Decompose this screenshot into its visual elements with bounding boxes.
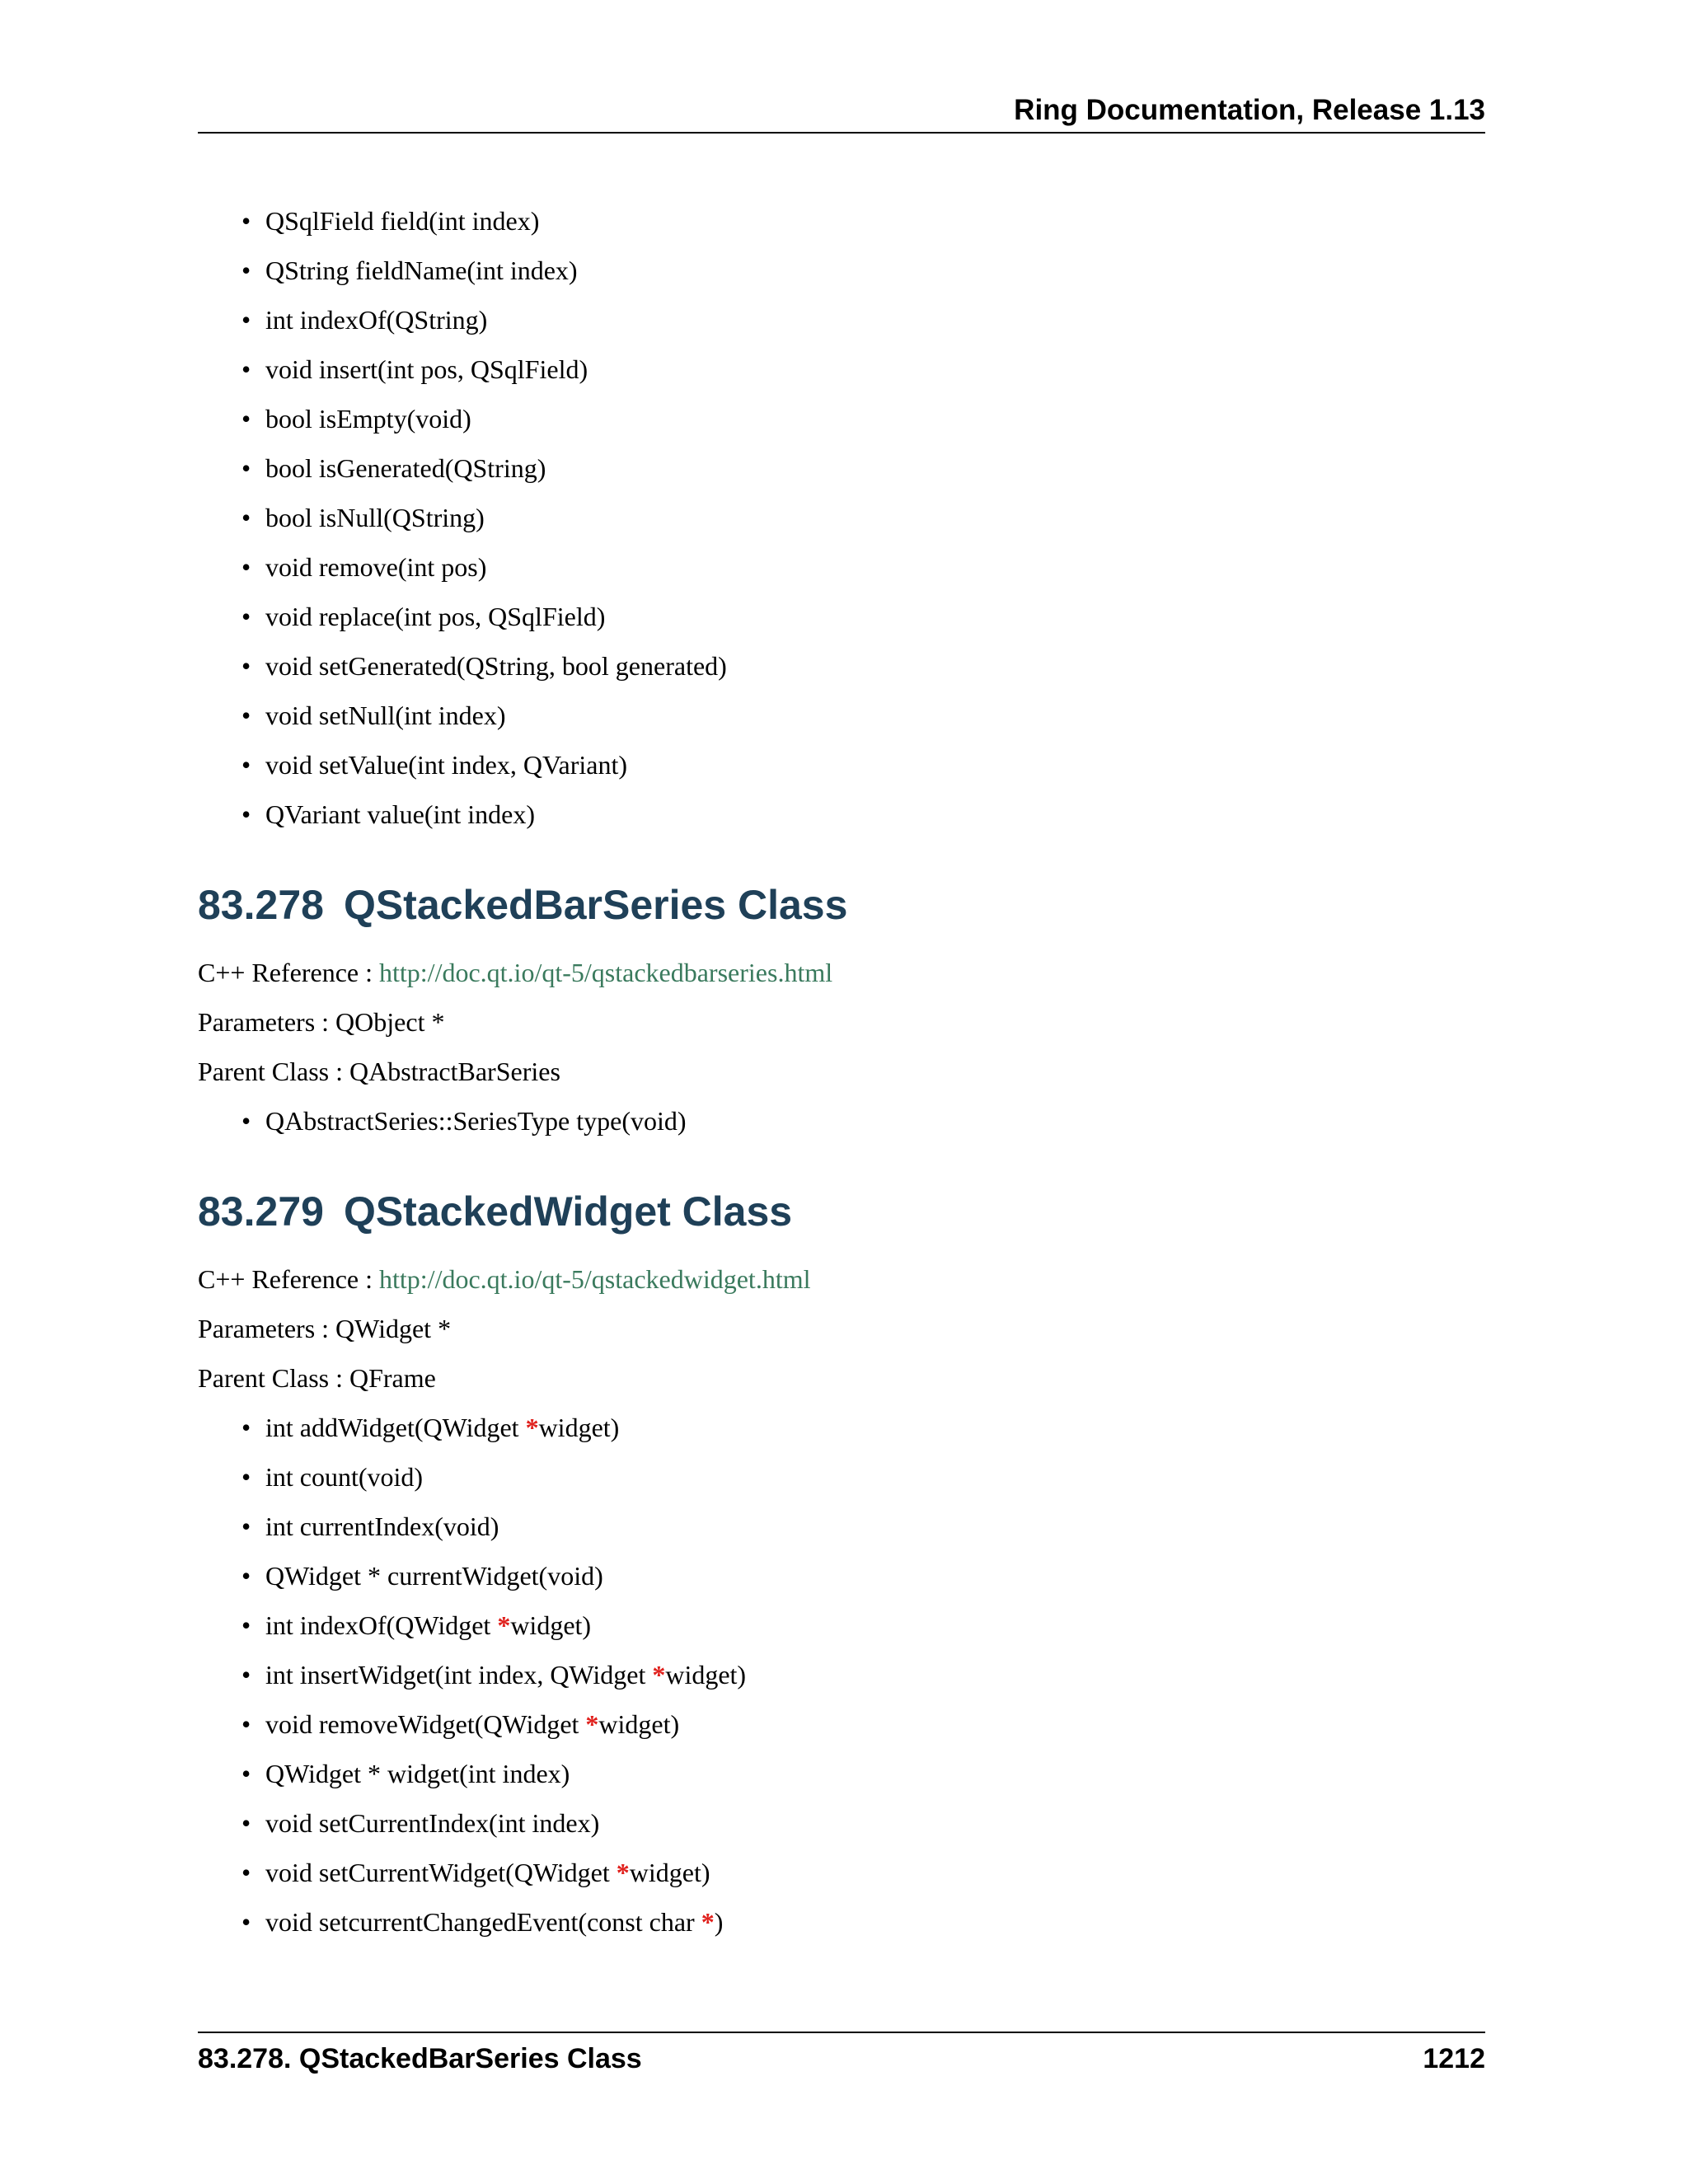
cpp-reference-link[interactable]: http://doc.qt.io/qt-5/qstackedwidget.html	[379, 1264, 811, 1294]
qstackedbarseries-method-list	[198, 1096, 1485, 1146]
header-title: Ring Documentation, Release 1.13	[1014, 94, 1485, 126]
list-item: • bool isGenerated(QString)	[241, 453, 546, 483]
cpp-reference-link[interactable]: http://doc.qt.io/qt-5/qstackedbarseries.html	[379, 958, 833, 987]
list-item: • void remove(int pos)	[241, 552, 487, 582]
page-number: 1212	[1423, 2043, 1485, 2074]
page-header	[198, 91, 1485, 134]
list-item: • QAbstractSeries::SeriesType type(void)	[241, 1106, 687, 1136]
list-item: • void setCurrentWidget(QWidget *widget)	[241, 1858, 710, 1887]
list-item: • void setNull(int index)	[241, 701, 506, 730]
parameters-line: Parameters : QWidget *	[198, 1314, 452, 1343]
parameters-line: Parameters : QObject *	[198, 1007, 445, 1037]
list-item: • int insertWidget(int index, QWidget *widget)	[241, 1660, 747, 1690]
cpp-reference: C++ Reference : http://doc.qt.io/qt-5/qstackedwidget.html	[198, 1264, 811, 1294]
page-content	[198, 196, 1485, 1947]
list-item: • void setGenerated(QString, bool generated)	[241, 651, 727, 681]
top-method-list	[198, 196, 1485, 839]
page-footer	[198, 2032, 1485, 2083]
list-item: • void setCurrentIndex(int index)	[241, 1808, 600, 1838]
list-item: • void setcurrentChangedEvent(const char *)	[241, 1907, 724, 1937]
parent-class-line: Parent Class : QAbstractBarSeries	[198, 1057, 560, 1086]
footer-section-title: 83.278. QStackedBarSeries Class	[198, 2043, 642, 2074]
list-item: • int currentIndex(void)	[241, 1511, 499, 1541]
list-item: • void setValue(int index, QVariant)	[241, 750, 627, 780]
list-item: • QVariant value(int index)	[241, 799, 535, 829]
list-item: • void replace(int pos, QSqlField)	[241, 602, 606, 631]
list-item: • void insert(int pos, QSqlField)	[241, 354, 588, 384]
cpp-reference: C++ Reference : http://doc.qt.io/qt-5/qstackedbarseries.html	[198, 958, 833, 987]
list-item: • int indexOf(QWidget *widget)	[241, 1610, 592, 1640]
list-item: • bool isEmpty(void)	[241, 404, 471, 434]
list-item: • void removeWidget(QWidget *widget)	[241, 1709, 680, 1739]
list-item: • int addWidget(QWidget *widget)	[241, 1413, 620, 1442]
list-item: • bool isNull(QString)	[241, 503, 485, 532]
list-item: • QString fieldName(int index)	[241, 255, 578, 285]
list-item: • QWidget * currentWidget(void)	[241, 1561, 603, 1591]
section-heading-qstackedwidget: 83.279 QStackedWidget Class	[198, 1188, 793, 1235]
list-item: • int count(void)	[241, 1462, 424, 1492]
parent-class-line: Parent Class : QFrame	[198, 1363, 436, 1393]
section-heading-qstackedbarseries: 83.278 QStackedBarSeries Class	[198, 882, 848, 928]
list-item: • QSqlField field(int index)	[241, 206, 540, 236]
list-item: • QWidget * widget(int index)	[241, 1759, 570, 1788]
qstackedwidget-method-list	[198, 1403, 1485, 1947]
list-item: • int indexOf(QString)	[241, 305, 488, 335]
